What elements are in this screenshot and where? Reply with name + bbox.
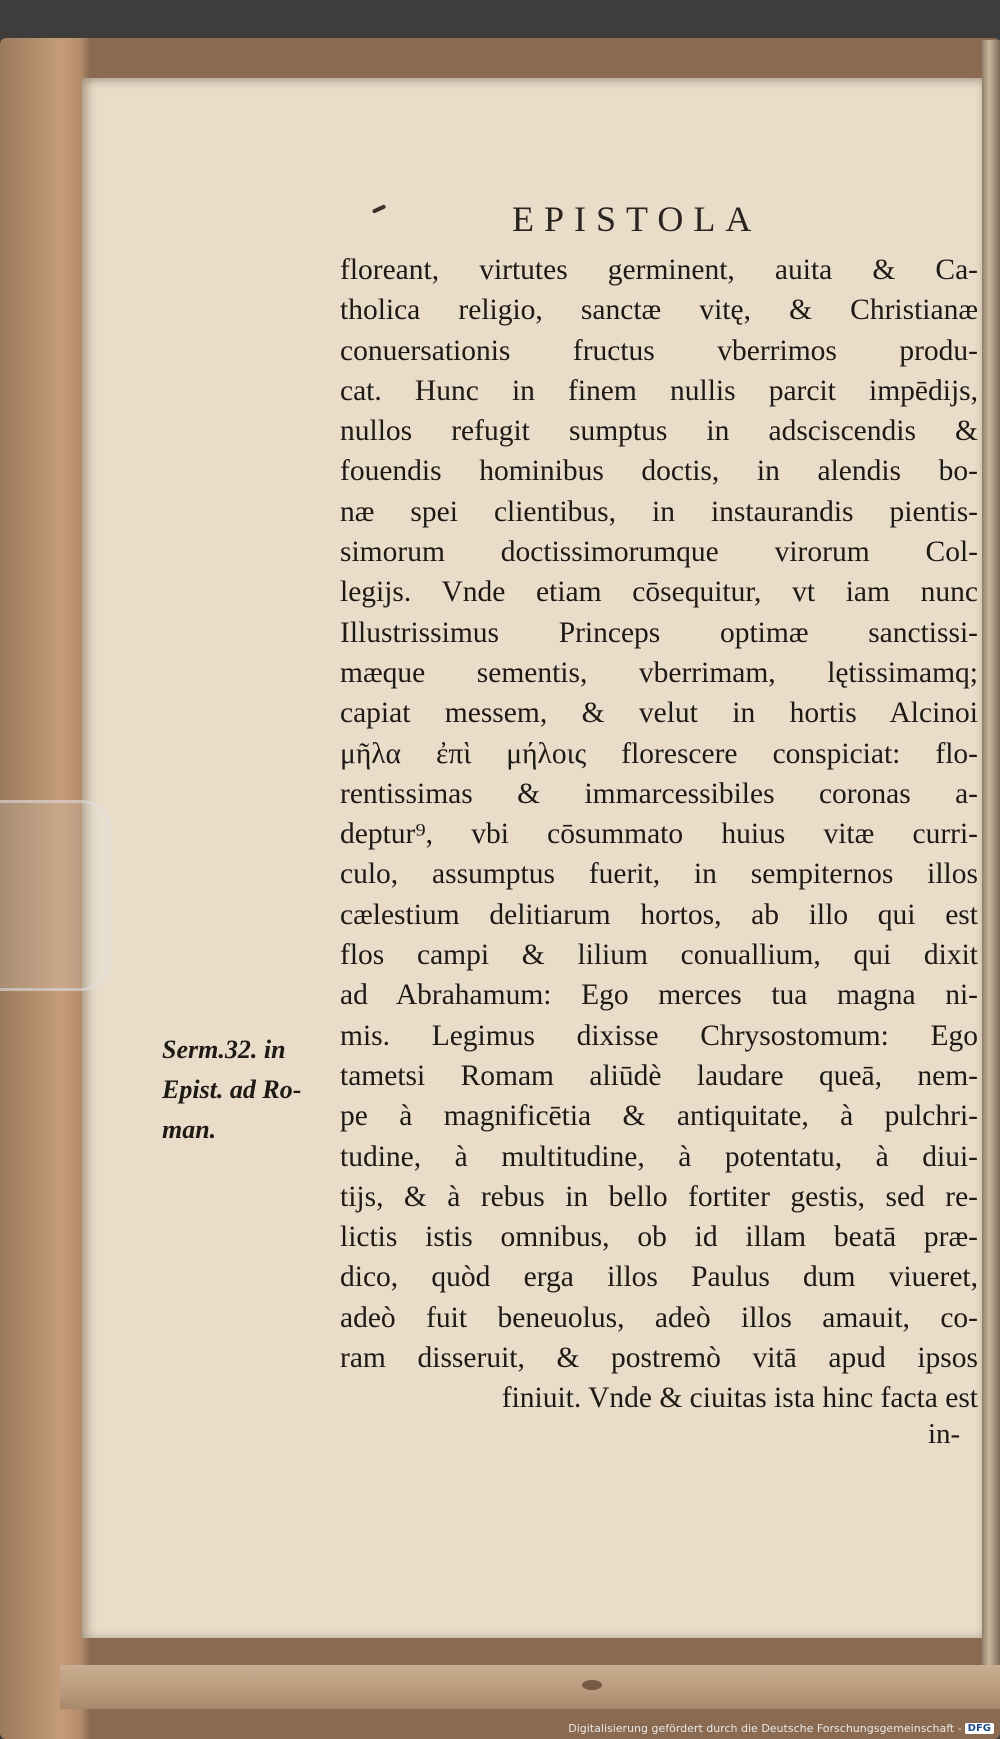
text-line: tholica religio, sanctæ vitę, & Christianæ xyxy=(340,294,978,327)
text-line: lictis istis omnibus, ob id illam beatā præ- xyxy=(340,1221,978,1254)
text-line: finiuit. Vnde & ciuitas ista hinc facta est xyxy=(501,1382,978,1415)
text-line: deptur⁹, vbi cōsummato huius vitæ curri- xyxy=(340,818,978,851)
text-line: conuersationis fructus vberrimos produ- xyxy=(340,334,978,367)
footer-text: Digitalisierung gefördert durch die Deutsche Forschungsgemeinschaft - xyxy=(568,1722,962,1735)
text-line: nullos refugit sumptus in adsciscendis & xyxy=(340,415,978,448)
marginal-note-line: man. xyxy=(162,1115,217,1144)
marginal-note xyxy=(162,1030,332,1150)
bottom-board-edge xyxy=(60,1665,1000,1709)
text-line: capiat messem, & velut in hortis Alcinoi xyxy=(340,697,978,730)
text-line: ram disseruit, & postremò vitā apud ipsos xyxy=(340,1342,978,1375)
body-text xyxy=(340,250,978,1419)
text-line: tudine, à multitudine, à potentatu, à diui- xyxy=(340,1140,978,1173)
text-line: floreant, virtutes germinent, auita & Ca- xyxy=(340,254,978,286)
marginal-note-line: Serm.32. in xyxy=(162,1035,286,1064)
text-line: tametsi Romam aliūdè laudare queā, nem- xyxy=(340,1059,978,1092)
page-clasp xyxy=(0,800,111,991)
text-line: tijs, & à rebus in bello fortiter gestis, sed re- xyxy=(340,1180,978,1213)
text-line: simorum doctissimorumque virorum Col- xyxy=(340,536,978,569)
text-line: ad Abrahamum: Ego merces tua magna ni- xyxy=(340,979,978,1012)
text-line: næ spei clientibus, in instaurandis pientis- xyxy=(340,495,978,528)
text-line: adeò fuit beneuolus, adeò illos amauit, co- xyxy=(340,1301,978,1334)
text-line: μῆλα ἐπὶ μήλοις florescere conspiciat: flo- xyxy=(340,737,978,770)
text-line: culo, assumptus fuerit, in sempiternos illos xyxy=(340,858,978,891)
dfg-logo-icon: DFG xyxy=(965,1723,994,1734)
text-line: mis. Legimus dixisse Chrysostomum: Ego xyxy=(340,1019,978,1052)
right-board-edge xyxy=(982,40,1000,1700)
text-line: Illustrissimus Princeps optimæ sanctissi- xyxy=(340,616,978,649)
text-line: mæque sementis, vberrimam, lętissimamq; xyxy=(340,656,978,689)
scan-background xyxy=(0,0,1000,40)
text-line: cat. Hunc in finem nullis parcit impēdijs, xyxy=(340,374,978,407)
ink-smudge xyxy=(582,1680,602,1690)
text-line: dico, quòd erga illos Paulus dum viueret, xyxy=(340,1261,978,1294)
text-line: pe à magnificētia & antiquitate, à pulchri- xyxy=(340,1100,978,1133)
text-line: fouendis hominibus doctis, in alendis bo- xyxy=(340,455,978,488)
digitization-footer xyxy=(568,1722,994,1735)
marginal-note-line: Epist. ad Ro- xyxy=(162,1075,302,1104)
running-head: EPISTOLA xyxy=(512,199,762,239)
catchword: in- xyxy=(928,1418,961,1450)
text-line: legijs. Vnde etiam cōsequitur, vt iam nunc xyxy=(340,576,978,609)
text-line: flos campi & lilium conuallium, qui dixit xyxy=(340,939,978,972)
text-line: rentissimas & immarcessibiles coronas a- xyxy=(340,777,978,810)
text-line: cælestium delitiarum hortos, ab illo qui est xyxy=(340,898,978,931)
